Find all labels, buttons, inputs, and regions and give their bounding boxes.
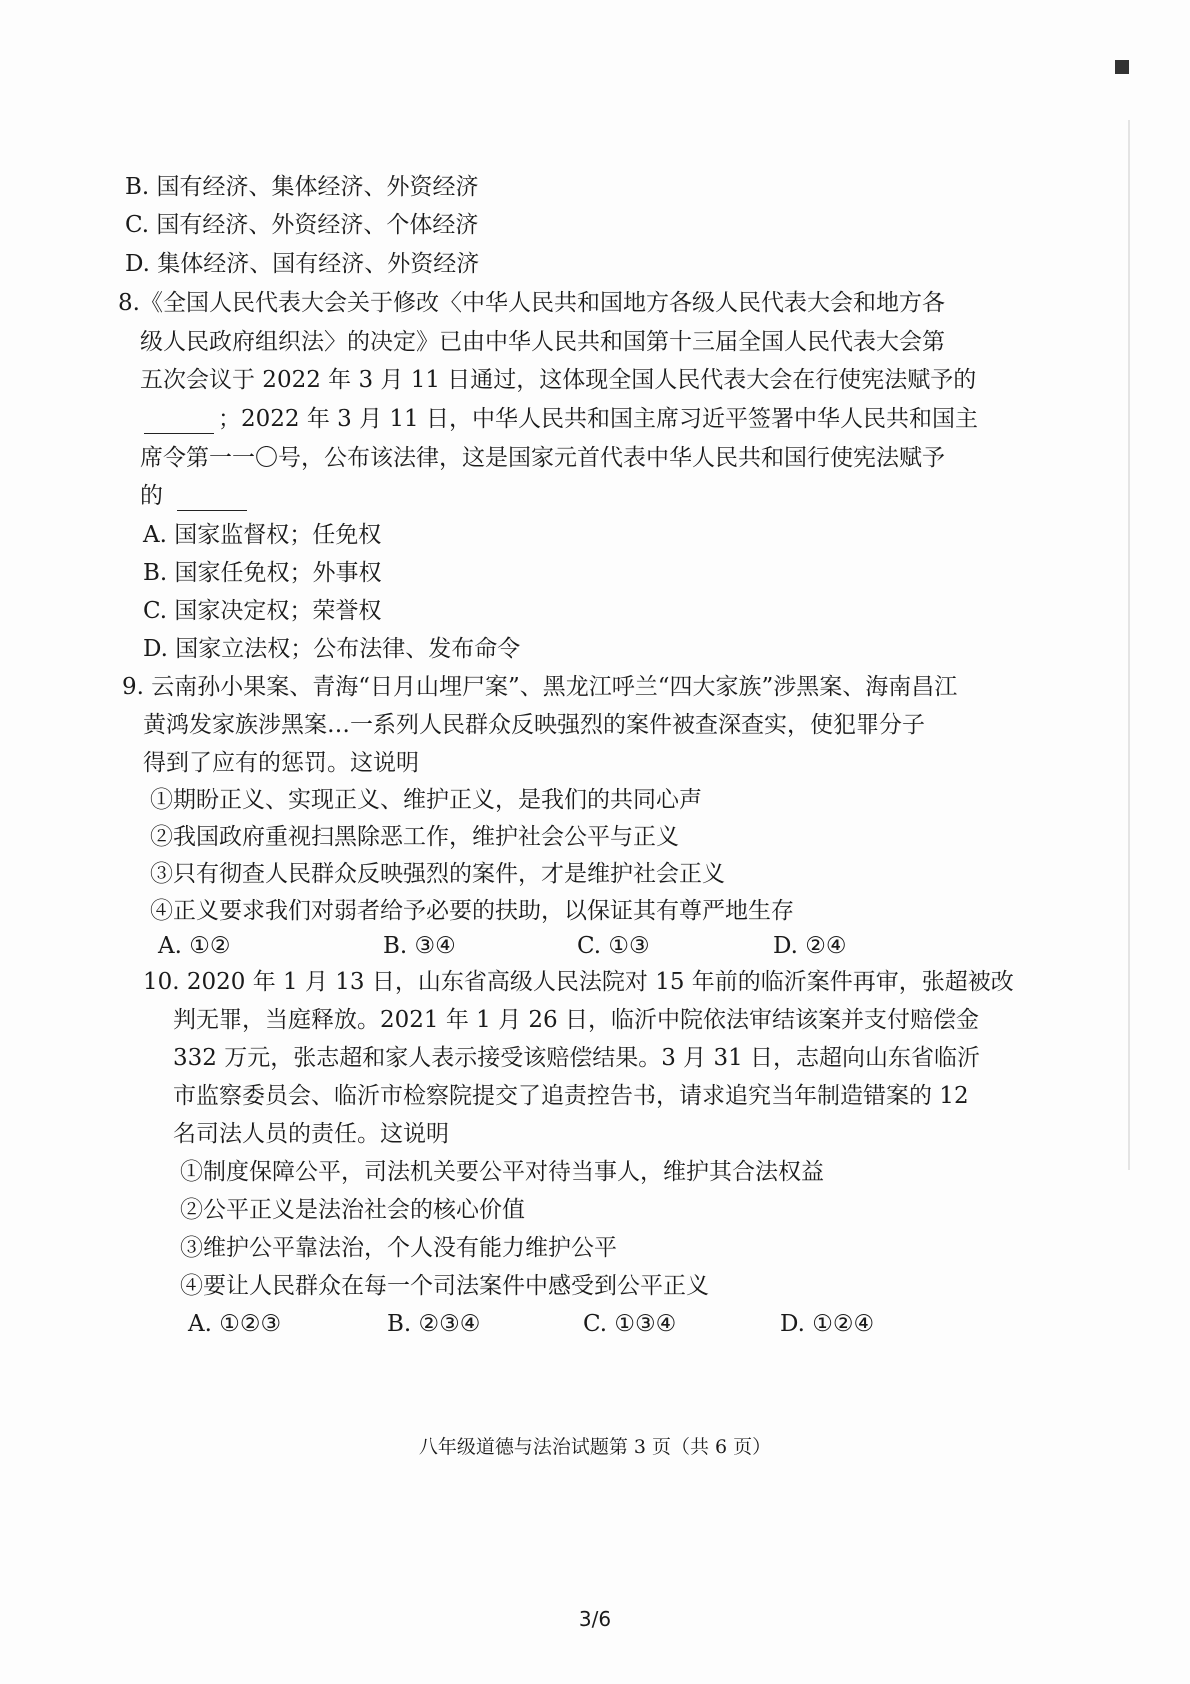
q8-stem-line-3: 五次会议于 2022 年 3 月 11 日通过，这体现全国人民代表大会在行使宪法赋予的 [140,367,977,393]
q8-stem-line-6 [140,481,251,511]
q9-option-c: C. ①③ [577,933,650,959]
q10-stem-line-4: 市监察委员会、临沂市检察院提交了追责控告书，请求追究当年制造错案的 12 [173,1083,969,1109]
q9-option-a: A. ①② [158,933,231,959]
q8-stem-line-6-text: 的 [140,483,163,509]
q9-option-b: B. ③④ [383,933,456,959]
q8-stem-line-2: 级人民政府组织法〉的决定》已由中华人民共和国第十三届全国人民代表大会第 [140,329,945,355]
scan-corner-mark [1115,60,1129,74]
q8-option-d: D. 国家立法权；公布法律、发布命令 [143,636,521,662]
q8-option-c: C. 国家决定权；荣誉权 [143,598,382,624]
q10-statement-1: ①制度保障公平，司法机关要公平对待当事人，维护其合法权益 [180,1159,824,1185]
q10-statement-3: ③维护公平靠法治，个人没有能力维护公平 [180,1235,617,1261]
q10-stem-line-5: 名司法人员的责任。这说明 [173,1121,449,1147]
scan-edge-shadow [1128,120,1130,1170]
q9-stem-line-1: 9. 云南孙小果案、青海“日月山埋尸案”、黑龙江呼兰“四大家族”涉黑案、海南昌江 [122,674,958,700]
q9-option-d: D. ②④ [773,933,847,959]
q8-stem-line-4 [140,404,978,434]
q10-stem-line-2: 判无罪，当庭释放。2021 年 1 月 26 日，临沂中院依法审结该案并支付赔偿金 [173,1007,979,1033]
q10-option-c: C. ①③④ [583,1311,677,1337]
q9-statement-1: ①期盼正义、实现正义、维护正义，是我们的共同心声 [150,787,702,813]
q10-stem-line-1: 10. 2020 年 1 月 13 日，山东省高级人民法院对 15 年前的临沂案件再审，张超被改 [143,969,1014,995]
q8-stem-line-5: 席令第一一〇号，公布该法律，这是国家元首代表中华人民共和国行使宪法赋予 [140,445,945,471]
q9-statement-3: ③只有彻查人民群众反映强烈的案件，才是维护社会正义 [150,861,725,887]
answer-blank [144,411,214,434]
q10-stem-line-3: 332 万元，张志超和家人表示接受该赔偿结果。3 月 31 日，志超向山东省临沂 [173,1045,981,1071]
page-number: 3/6 [578,1607,612,1631]
q8-stem-line-1: 8.《全国人民代表大会关于修改〈中华人民共和国地方各级人民代表大会和地方各 [118,290,945,316]
q7-option-c: C. 国有经济、外资经济、个体经济 [125,212,479,238]
q9-statement-4: ④正义要求我们对弱者给予必要的扶助，以保证其有尊严地生存 [150,898,794,924]
q8-option-a: A. 国家监督权；任免权 [143,522,382,548]
q10-option-b: B. ②③④ [387,1311,481,1337]
q9-stem-line-3: 得到了应有的惩罚。这说明 [143,750,419,776]
q8-option-b: B. 国家任免权；外事权 [143,560,382,586]
q7-option-d: D. 集体经济、国有经济、外资经济 [125,251,480,277]
q10-option-a: A. ①②③ [188,1311,282,1337]
q8-stem-line-4-text: ；2022 年 3 月 11 日，中华人民共和国主席习近平签署中华人民共和国主 [218,406,978,432]
page-footer: 八年级道德与法治试题第 3 页（共 6 页） [418,1436,772,1458]
answer-blank [177,488,247,511]
q7-option-b: B. 国有经济、集体经济、外资经济 [125,174,479,200]
q9-stem-line-2: 黄鸿发家族涉黑案…一系列人民群众反映强烈的案件被查深查实，使犯罪分子 [143,712,925,738]
q10-statement-2: ②公平正义是法治社会的核心价值 [180,1197,525,1223]
q10-statement-4: ④要让人民群众在每一个司法案件中感受到公平正义 [180,1273,709,1299]
q10-option-d: D. ①②④ [780,1311,875,1337]
q9-statement-2: ②我国政府重视扫黑除恶工作，维护社会公平与正义 [150,824,679,850]
